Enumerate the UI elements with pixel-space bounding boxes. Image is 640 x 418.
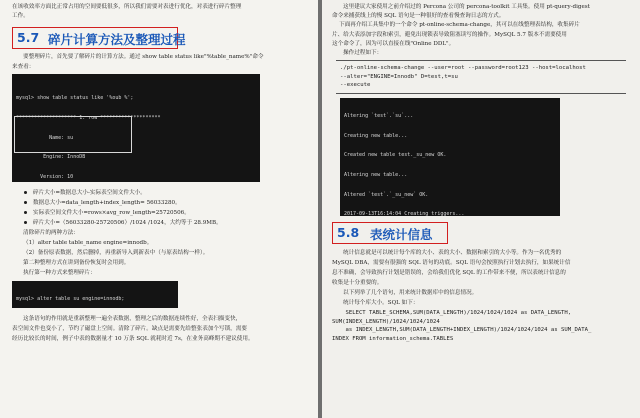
section-heading-5-8 <box>332 222 630 244</box>
fragment-formula-list <box>24 188 308 228</box>
right-page <box>322 0 640 418</box>
bullet-icon <box>24 191 27 194</box>
section-title: 碎片计算方法及整理过程 <box>48 32 186 48</box>
status-line: Name: su <box>16 134 74 141</box>
stats-para-line-1: 统计信息就是可以统计每个库的大小、表的大小、数据和索引的大小等。作为一名优秀的 <box>343 250 562 256</box>
para1-line-2: 来查看： <box>12 63 35 70</box>
status-line: Version: 10 <box>16 174 74 181</box>
log-line: 2017-09-13T16:14:04 Creating triggers... <box>344 211 465 216</box>
intro-line-1: 在该收效率方面比正常占用的空间要低很多，所以我们需要对表进行优化，对表进行碎片整理 <box>12 4 242 10</box>
bullet-icon <box>24 221 27 224</box>
method-1: （1）alter table table_name engine=innodb。 <box>23 239 153 246</box>
stats-para-line-3: 息不准确，会导致执行计划是错误的，会给我们优化 SQL 的工作带来不便，所以表统计信息的 <box>332 270 566 276</box>
method-2: （2）备份原表数据，然后删掉，再重新导入到新表中（与原表结构一样）。 <box>23 249 209 256</box>
outro-line-3: 经历比较长的时间，例子中表的数据量才 10 万条 SQL 就耗时近 7s，在业务高峰期不建议使用。 <box>12 335 254 342</box>
alter-table-terminal <box>12 281 178 308</box>
stat-label: 统计每个库大小。SQL 如下： <box>343 300 419 306</box>
command-line: --execute <box>340 82 371 89</box>
list-item: 碎片大小=数据总大小-实际表空间文件大小。 <box>24 188 308 198</box>
list-item: 碎片大小=（56033280-25720506）/1024 /1024，大约等于 28.9MB。 <box>24 218 308 228</box>
sql-line: INDEX FROM information_schema.TABLES <box>332 335 454 342</box>
log-line: Altering `test`.`su`... <box>344 113 414 120</box>
log-line: Created new table test._su_new OK. <box>344 152 447 159</box>
stats-para-line-4: 收集是十分重要的。 <box>332 280 383 286</box>
section-heading-5-7 <box>12 27 308 49</box>
outro-line-2: 表空间文件也变小了，节约了磁盘上空间。清除了碎片。缺点是需要先给整张表加个写锁，需要 <box>12 325 247 332</box>
status-line: Engine: InnoDB <box>16 154 86 161</box>
section-title: 表统计信息 <box>370 227 433 242</box>
section-number: 5.8 <box>337 225 360 240</box>
right-intro-line-4: 片、给大表添加字段和索引，避免出现锁表导致阻塞读写的操作。MySQL 5.7 版本不需要使用 <box>332 31 567 38</box>
table-status-terminal <box>12 74 260 182</box>
status-line: mysql> show table status like '%oub %'; <box>16 95 134 102</box>
pt-online-output-terminal <box>340 98 560 216</box>
left-page <box>0 0 318 418</box>
exec-label: 执行第一种方式来整理碎片： <box>23 269 96 276</box>
right-intro-line-3: 下面再介绍工具集中的一个命令 pt-online-schema-change，其可以在线整理表结构，收集碎片 <box>332 22 580 29</box>
sql-line: SELECT TABLE_SCHEMA,SUM(DATA_LENGTH)/1024/1024/1024 as DATA_LENGTH, <box>332 310 572 316</box>
right-intro-line-1: 这里建议大家使用之前介绍过的 Percona 公司的 percona-toolkit 工具集。使用 pt-query-digest <box>343 4 590 10</box>
log-line: Altered `test`.`_su_new` OK. <box>344 191 429 198</box>
alter-line: mysql> alter table su engine=innodb; <box>16 295 125 302</box>
outro-line-1: 这条语句的作用就是重新整理一遍全表数据，整理之后的数据连续性好，全表扫描变快， <box>23 315 242 322</box>
log-line: Creating new table... <box>344 132 408 139</box>
stat-sql-block <box>332 309 630 343</box>
pt-online-command <box>336 60 626 94</box>
command-line: --alter="ENGINE=Innodb" D=test,t=su <box>340 73 458 80</box>
right-intro-line-5: 这个命令了，因为可以直接在线"Online DDL"。 <box>332 40 455 47</box>
status-line: ******************** 1. row ******************** <box>16 115 161 122</box>
method2-note: 第二种整理方式在讲到备份恢复时会用到。 <box>23 259 130 266</box>
list-item: 数据总大小=data_length+index_length= 56033280。 <box>24 198 308 208</box>
status-highlight-box <box>14 116 132 153</box>
right-exec-label: 操作过程如下： <box>343 50 383 57</box>
stats-para-line-2: MySQL DBA，需要有很强的 SQL 语句的功底。SQL 语句会按照执行计划去执行，如果统计信 <box>332 260 571 266</box>
list-item: 实际表空间文件大小=rows×avg_row_length=25720506。 <box>24 208 308 218</box>
intro-line-2: 工作。 <box>12 13 29 20</box>
list-label: 以下列举了几个语句，用来统计数据库中的信息情况。 <box>343 290 478 296</box>
sql-line: SUM(INDEX_LENGTH)/1024/1024/1024 <box>332 318 440 325</box>
bullet-icon <box>24 201 27 204</box>
para1-line-1: 要整理碎片，首先要了解碎片的计算方法。通过 show table status like"%table_name%"命令 <box>23 54 264 61</box>
log-line: Altering new table... <box>344 172 408 179</box>
clear-label: 清除碎片的两种方法： <box>23 229 79 236</box>
right-intro-line-2: 命令来捕获线上的慢 SQL 语句是一种很好的查看慢查询日志的方式。 <box>332 13 505 20</box>
sql-line: as INDEX_LENGTH,SUM(DATA_LENGTH+INDEX_LENGTH)/1024/1024/1024 as SUM_DATA_ <box>332 327 592 334</box>
bullet-icon <box>24 211 27 214</box>
command-line: ./pt-online-schema-change --user=root --password=root123 --host=localhost <box>340 65 586 72</box>
section-number: 5.7 <box>17 30 40 46</box>
